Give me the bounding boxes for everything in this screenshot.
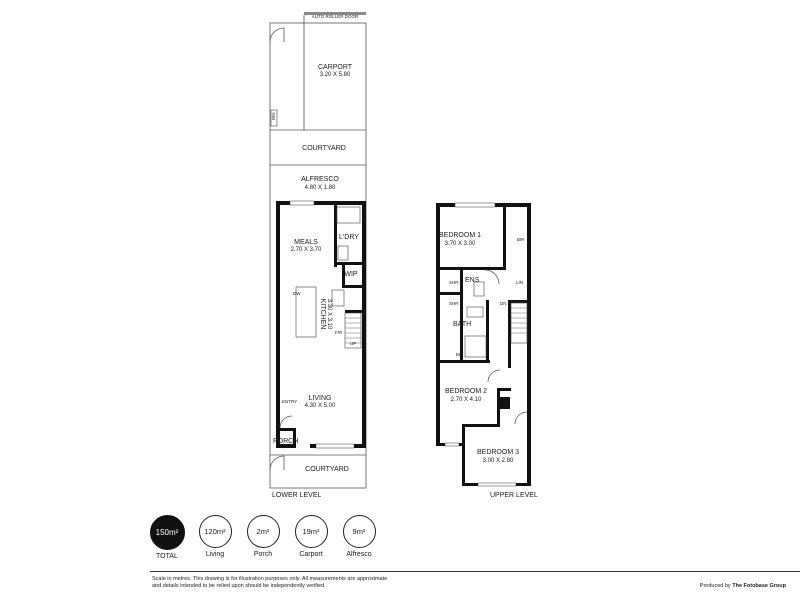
entry-door-swing <box>280 416 292 428</box>
bath-vanity <box>467 307 483 317</box>
credit-prefix: Produced by <box>699 583 733 589</box>
dryer <box>338 246 348 260</box>
stat-label: Living <box>205 551 225 558</box>
cooktop <box>332 290 344 306</box>
roller-door-label: AUTO ROLLER DOOR <box>311 14 359 19</box>
courtyard-bottom-label: COURTYARD <box>305 466 349 473</box>
stat-label: Alfresco <box>346 551 372 558</box>
footer-divider <box>150 571 800 572</box>
lower-level-caption: LOWER LEVEL <box>272 492 322 499</box>
fr-label: F/R <box>335 330 343 335</box>
gate-swing <box>270 28 284 42</box>
bedroom1-dims: 3.70 X 3.00 <box>444 241 476 247</box>
up-label: UP <box>350 341 357 346</box>
bir-bed2-label: DR <box>503 402 510 407</box>
porch-label: PORCH <box>273 438 299 445</box>
alfresco-dims: 4.80 X 1.80 <box>304 185 336 191</box>
stat-value: 150m² <box>150 515 185 550</box>
upper-level-caption: UPPER LEVEL <box>490 492 538 499</box>
bedroom2-label: BEDROOM 2 <box>444 388 488 395</box>
kitchen-label: KITCHEN <box>319 298 326 330</box>
courtyard-top-label: COURTYARD <box>302 145 346 152</box>
laundry-label: L'DRY <box>339 234 359 241</box>
stat-value: 120m² <box>199 515 232 548</box>
bir-bed1-label: BIR <box>517 237 525 242</box>
stat-value: 9m² <box>343 515 376 548</box>
stat-item <box>294 515 328 571</box>
stat-label: Porch <box>253 551 273 558</box>
alfresco-label: ALFRESCO <box>301 176 339 183</box>
bathtub <box>465 336 486 357</box>
stat-item <box>246 515 280 571</box>
window-bed1 <box>455 203 495 207</box>
dw-label: DW <box>293 291 301 296</box>
stat-label: Carport <box>299 551 323 558</box>
area-stats <box>150 515 376 571</box>
stat-item <box>342 515 376 571</box>
carport-label: CARPORT <box>317 64 353 71</box>
shr-ens-label: SHR <box>449 280 459 285</box>
shr-bath-label: SHR <box>449 301 459 306</box>
disclaimer: Scale in metres. This drawing is for illustration purposes only. All measurements are approximate and details intended to be relied upon should be independently verified. <box>152 576 388 590</box>
laundry-tub <box>337 207 360 223</box>
credit-brand: The Fotobase Group <box>732 583 786 589</box>
window-bed3 <box>478 483 516 486</box>
bed3-door-swing <box>515 412 527 424</box>
bin-label: BIN <box>271 112 276 120</box>
courtyard-gate-swing <box>270 456 284 470</box>
bath-label: BATH <box>453 321 472 328</box>
stat-item <box>150 515 184 571</box>
ens-label: ENS <box>465 277 480 284</box>
bedroom1-label: BEDROOM 1 <box>438 232 482 239</box>
wip-label: WIP <box>344 271 358 278</box>
robe-label: LIN <box>516 280 524 285</box>
meals-label: MEALS <box>294 239 318 246</box>
sliding-door-living <box>316 444 354 448</box>
bedroom2-dims: 2.70 X 4.10 <box>450 397 482 403</box>
stat-item <box>198 515 232 571</box>
dn-label: DN <box>500 301 507 306</box>
window-meals <box>290 201 314 205</box>
stat-label: TOTAL <box>156 553 178 560</box>
living-dims: 4.30 X 5.00 <box>304 403 336 409</box>
kitchen-dims: 3.30 X 3.10 <box>326 298 332 330</box>
living-label: LIVING <box>308 395 332 402</box>
credit <box>700 583 786 589</box>
bedroom3-dims: 3.00 X 2.80 <box>482 458 514 464</box>
bir-bath-label: BIR <box>456 352 464 357</box>
entry-label: ENTRY <box>282 399 298 404</box>
ensuite-toilet <box>474 282 484 296</box>
bed2-door-swing <box>488 370 500 382</box>
bedroom3-label: BEDROOM 3 <box>476 449 520 456</box>
stat-value: 19m² <box>295 515 328 548</box>
stat-value: 2m² <box>247 515 280 548</box>
carport-dims: 3.20 X 5.80 <box>319 72 351 78</box>
meals-dims: 2.70 X 3.70 <box>290 247 322 253</box>
ens-door-swing <box>485 270 499 284</box>
window-bed2 <box>445 443 459 446</box>
